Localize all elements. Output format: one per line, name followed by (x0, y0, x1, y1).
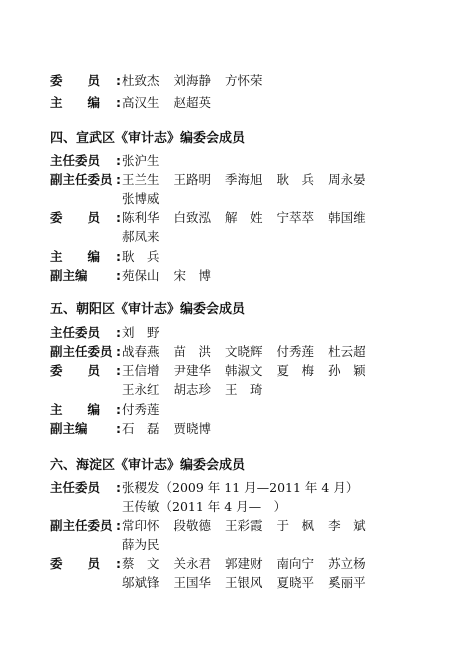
role-label: 主任委员 (50, 325, 101, 340)
role-label: 主任委员 (50, 153, 101, 168)
role-label: 副主任委员 (50, 518, 113, 533)
member-name: 夏晓平 (276, 575, 315, 590)
member-name: 王信增 (122, 363, 160, 378)
member-name: 宁萃萃 (276, 210, 315, 225)
member-name: 方怀荣 (225, 73, 263, 88)
role-label: 主 编 (50, 95, 101, 110)
member-name: 战春燕 (122, 344, 160, 359)
member-row: 副主任委员 : 常印怀 段敬德 王彩霞 于 枫 李 斌 (50, 518, 366, 533)
role-label: 委 员 (50, 556, 101, 571)
member-name: 段敬德 (173, 518, 212, 533)
member-name: 奚丽平 (328, 575, 366, 590)
member-row-continued (122, 229, 174, 245)
member-name: 陈利华 (122, 210, 160, 225)
member-name: 韩淑文 (225, 363, 263, 378)
role-label: 副主任委员 (50, 172, 113, 187)
member-name: 尹建华 (173, 363, 212, 378)
member-name: 解 姓 (225, 210, 263, 225)
role-label: 主 编 (50, 249, 101, 264)
section-heading: 五、朝阳区《审计志》编委会成员 (50, 302, 246, 317)
member-name: 杜云超 (328, 344, 366, 359)
member-name: 耿 兵 (276, 172, 315, 187)
member-name: 赵超英 (173, 95, 212, 110)
member-row: 主 编 : 付秀莲 (50, 402, 160, 417)
role-label: 副主编 (50, 268, 88, 283)
role-label: 主 编 (50, 402, 101, 417)
member-name: 郝凤来 (122, 229, 160, 244)
member-name: 王兰生 (122, 172, 160, 187)
member-name: 石 磊 (122, 421, 160, 436)
role-label: 主任委员 (50, 480, 101, 495)
member-row-continued (122, 537, 174, 553)
member-row: 副主任委员 : 王兰生 王路明 季海旭 耿 兵 周永晏 (50, 172, 366, 187)
member-name: 南向宁 (276, 556, 315, 571)
member-name: 高汉生 (122, 95, 160, 110)
member-name: 夏 梅 (276, 363, 315, 378)
member-name: 李 斌 (328, 518, 366, 533)
member-name: 付秀莲 (122, 402, 160, 417)
member-row-continued (122, 575, 380, 591)
member-name: 耿 兵 (122, 249, 160, 264)
member-row: 副主编 : 苑保山 宋 博 (50, 268, 212, 283)
member-name: 王银风 (225, 575, 263, 590)
role-label: 副主编 (50, 421, 88, 436)
member-name: 常印怀 (122, 518, 160, 533)
member-name: 于 枫 (276, 518, 315, 533)
member-name: 贾晓博 (173, 421, 212, 436)
member-row: 主 编 : 高汉生 赵超英 (50, 95, 212, 110)
member-name: 关永君 (173, 556, 212, 571)
member-name: 王国华 (173, 575, 212, 590)
member-row: 主任委员 : 刘 野 (50, 325, 160, 340)
member-name: 苑保山 (122, 268, 160, 283)
member-name: 王永红 (122, 382, 160, 397)
member-name: 杜致杰 (122, 73, 160, 88)
member-name: 文晓辉 (225, 344, 263, 359)
member-name: 薛为民 (122, 537, 160, 552)
member-name: 王 琦 (225, 382, 263, 397)
member-row: 主 编 : 耿 兵 (50, 249, 160, 264)
member-name: 胡志珍 (173, 382, 212, 397)
member-row: 委 员 : 杜致杰 刘海静 方怀荣 (50, 73, 263, 88)
member-name: 刘 野 (122, 325, 160, 340)
member-name: 韩国维 (328, 210, 366, 225)
member-row: 主任委员 : 张稷发（2009 年 11 月—2011 年 4 月） (50, 480, 359, 495)
member-name: 孙 颖 (328, 363, 366, 378)
member-name: 蔡 文 (122, 556, 160, 571)
member-row: 委 员 : 蔡 文 关永君 郭建财 南向宁 苏立杨 (50, 556, 366, 571)
member-name: 张稷发（2009 年 11 月—2011 年 4 月） (122, 480, 359, 495)
member-name: 周永晏 (328, 172, 366, 187)
member-name: 季海旭 (225, 172, 263, 187)
role-label: 委 员 (50, 363, 101, 378)
member-name: 苗 洪 (173, 344, 212, 359)
member-row-continued (122, 382, 277, 398)
member-row-continued (122, 191, 174, 207)
member-name: 王传敏（2011 年 4 月— ） (122, 499, 287, 514)
member-name: 白致泓 (173, 210, 212, 225)
member-name: 张沪生 (122, 153, 160, 168)
member-name: 王路明 (173, 172, 212, 187)
section-heading: 六、海淀区《审计志》编委会成员 (50, 458, 246, 473)
member-name: 王彩霞 (225, 518, 263, 533)
member-name: 付秀莲 (276, 344, 315, 359)
member-row: 委 员 : 王信增 尹建华 韩淑文 夏 梅 孙 颖 (50, 363, 366, 378)
member-row: 副主任委员 : 战春燕 苗 洪 文晓辉 付秀莲 杜云超 (50, 344, 366, 359)
member-row: 副主编 : 石 磊 贾晓博 (50, 421, 212, 436)
member-name: 邬斌锋 (122, 575, 160, 590)
member-name: 刘海静 (173, 73, 212, 88)
member-name: 宋 博 (173, 268, 212, 283)
member-row-continued (122, 499, 300, 515)
member-name: 郭建财 (225, 556, 263, 571)
member-name: 张博威 (122, 191, 160, 206)
role-label: 委 员 (50, 73, 101, 88)
member-row: 主任委员 : 张沪生 (50, 153, 160, 168)
role-label: 委 员 (50, 210, 101, 225)
role-label: 副主任委员 (50, 344, 113, 359)
member-name: 苏立杨 (328, 556, 366, 571)
member-row: 委 员 : 陈利华 白致泓 解 姓 宁萃萃 韩国维 (50, 210, 366, 225)
section-heading: 四、宣武区《审计志》编委会成员 (50, 131, 246, 146)
